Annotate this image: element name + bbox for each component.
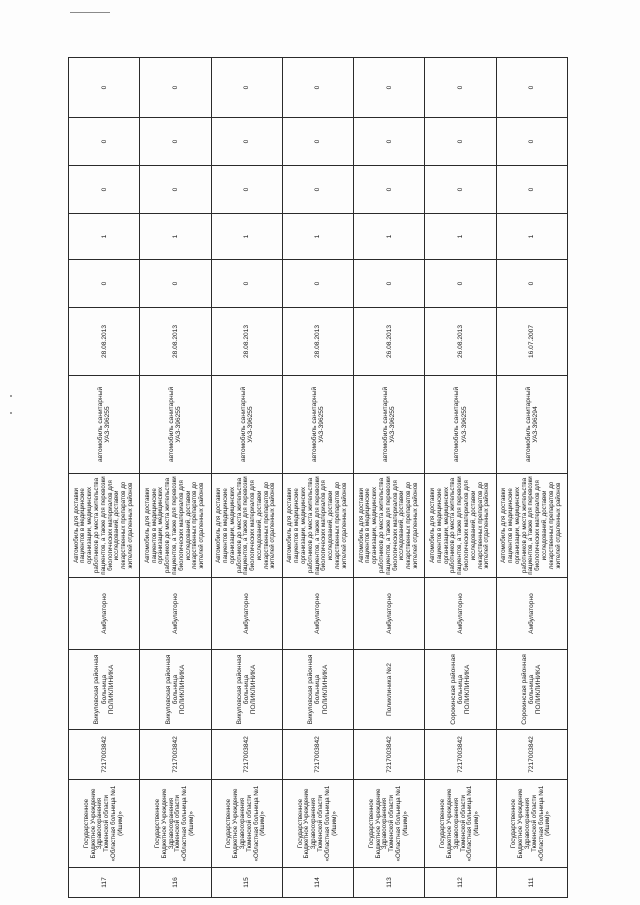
value-cell: 0 xyxy=(69,58,140,118)
institution-cell: Государственное Бюджетное Учреждение Здравоохранения Тюменской области «Областная больница №1 (Ишим)» xyxy=(354,780,425,868)
date-cell: 28.08.2013 xyxy=(211,308,282,376)
date-cell: 28.08.2013 xyxy=(69,308,140,376)
purpose-cell: Автомобиль для доставки пациентов в медицинские организации, медицинских работников до места жительства пациентов, а также для перевозки биологических материалов для исследований, доставки лекарственных препаратов до жителей отдаленных районов xyxy=(211,474,282,578)
care-type-cell: Амбулаторно xyxy=(425,578,496,650)
subdivision-cell: Поликлиника №2 xyxy=(354,650,425,730)
institution-cell: Государственное Бюджетное Учреждение Здравоохранения Тюменской области «Областная больница №1 (Ишим)» xyxy=(496,780,567,868)
value-cell: 0 xyxy=(140,260,211,308)
row-number: 116 xyxy=(140,868,211,898)
value-cell: 0 xyxy=(425,166,496,214)
table-row xyxy=(140,58,211,898)
table-row xyxy=(496,58,567,898)
subdivision-cell: Викуловская районная больница ПОЛИКЛИНИКА xyxy=(282,650,353,730)
table-row xyxy=(425,58,496,898)
value-cell: 0 xyxy=(282,58,353,118)
row-number: 117 xyxy=(69,868,140,898)
value-cell: 0 xyxy=(282,118,353,166)
institution-cell: Государственное Бюджетное Учреждение Здравоохранения Тюменской области «Областная больница №1 (Ишим)» xyxy=(140,780,211,868)
purpose-cell: Автомобиль для доставки пациентов в медицинские организации, медицинских работников до места жительства пациентов, а также для перевозки биологических материалов для исследований, доставки лекарственных препаратов до жителей отдаленных районов xyxy=(354,474,425,578)
value-cell: 0 xyxy=(496,118,567,166)
value-cell: 1 xyxy=(354,214,425,260)
care-type-cell: Амбулаторно xyxy=(282,578,353,650)
institution-cell: Государственное Бюджетное Учреждение Здравоохранения Тюменской области «Областная больница №1 (Ишим)» xyxy=(211,780,282,868)
value-cell: 0 xyxy=(140,58,211,118)
date-cell: 28.08.2013 xyxy=(282,308,353,376)
rotated-table-container xyxy=(68,58,568,898)
date-cell: 26.08.2013 xyxy=(354,308,425,376)
care-type-cell: Амбулаторно xyxy=(496,578,567,650)
row-number: 115 xyxy=(211,868,282,898)
purpose-cell: Автомобиль для доставки пациентов в медицинские организации, медицинских работников до места жительства пациентов, а также для перевозки биологических материалов для исследований, доставки лекарственных препаратов до жителей отдаленных районов xyxy=(496,474,567,578)
value-cell: 0 xyxy=(69,166,140,214)
value-cell: 0 xyxy=(496,58,567,118)
purpose-cell: Автомобиль для доставки пациентов в медицинские организации, медицинских работников до места жительства пациентов, а также для перевозки биологических материалов для исследований, доставки лекарственных препаратов до жителей отдаленных районов xyxy=(282,474,353,578)
care-type-cell: Амбулаторно xyxy=(211,578,282,650)
subdivision-cell: Викуловская районная больница ПОЛИКЛИНИКА xyxy=(140,650,211,730)
value-cell: 0 xyxy=(425,58,496,118)
purpose-cell: Автомобиль для доставки пациентов в медицинские организации, медицинских работников до места жительства пациентов, а также для перевозки биологических материалов для исследований, доставки лекарственных препаратов до жителей отдаленных районов xyxy=(140,474,211,578)
inn-cell: 7217003842 xyxy=(282,730,353,780)
vehicle-cell: автомобиль санитарный УАЗ-396255 xyxy=(282,376,353,474)
row-number: 111 xyxy=(496,868,567,898)
institution-cell: Государственное Бюджетное Учреждение Здравоохранения Тюменской области «Областная больница №1 (Ишим)» xyxy=(425,780,496,868)
table-body xyxy=(69,58,568,898)
value-cell: 0 xyxy=(211,58,282,118)
subdivision-cell: Викуловская районная больница ПОЛИКЛИНИКА xyxy=(69,650,140,730)
value-cell: 0 xyxy=(211,260,282,308)
value-cell: 0 xyxy=(282,166,353,214)
value-cell: 0 xyxy=(211,118,282,166)
inn-cell: 7217003842 xyxy=(140,730,211,780)
inn-cell: 7217003842 xyxy=(354,730,425,780)
value-cell: 0 xyxy=(496,260,567,308)
inn-cell: 7217003842 xyxy=(496,730,567,780)
care-type-cell: Амбулаторно xyxy=(354,578,425,650)
value-cell: 0 xyxy=(354,118,425,166)
table-row xyxy=(282,58,353,898)
value-cell: 0 xyxy=(354,58,425,118)
inn-cell: 7217003842 xyxy=(211,730,282,780)
value-cell: 0 xyxy=(211,166,282,214)
subdivision-cell: Сорокинская районная больница ПОЛИКЛИНИКА xyxy=(425,650,496,730)
care-type-cell: Амбулаторно xyxy=(140,578,211,650)
vehicle-cell: автомобиль санитарный УАЗ-396255 xyxy=(354,376,425,474)
row-number: 112 xyxy=(425,868,496,898)
value-cell: 0 xyxy=(69,118,140,166)
value-cell: 1 xyxy=(425,214,496,260)
value-cell: 0 xyxy=(282,260,353,308)
value-cell: 0 xyxy=(354,166,425,214)
scan-speck xyxy=(10,395,12,397)
value-cell: 0 xyxy=(354,260,425,308)
row-number: 113 xyxy=(354,868,425,898)
date-cell: 16.07.2007 xyxy=(496,308,567,376)
value-cell: 0 xyxy=(140,118,211,166)
value-cell: 1 xyxy=(282,214,353,260)
value-cell: 1 xyxy=(496,214,567,260)
institution-cell: Государственное Бюджетное Учреждение Здравоохранения Тюменской области «Областная больница №1 (Ишим)» xyxy=(282,780,353,868)
value-cell: 0 xyxy=(425,118,496,166)
table-row xyxy=(354,58,425,898)
subdivision-cell: Сорокинская районная больница ПОЛИКЛИНИКА xyxy=(496,650,567,730)
row-number: 114 xyxy=(282,868,353,898)
value-cell: 1 xyxy=(140,214,211,260)
vehicle-cell: автомобиль санитарный УАЗ-396294 xyxy=(496,376,567,474)
scan-speck xyxy=(10,412,12,414)
institution-cell: Государственное Бюджетное Учреждение Здравоохранения Тюменской области «Областная больница №1 (Ишим)» xyxy=(69,780,140,868)
vehicle-cell: автомобиль санитарный УАЗ-396255 xyxy=(211,376,282,474)
table-row xyxy=(211,58,282,898)
value-cell: 1 xyxy=(211,214,282,260)
date-cell: 26.08.2013 xyxy=(425,308,496,376)
date-cell: 28.08.2013 xyxy=(140,308,211,376)
table-row xyxy=(69,58,140,898)
value-cell: 0 xyxy=(69,260,140,308)
value-cell: 0 xyxy=(496,166,567,214)
vehicle-cell: автомобиль санитарный УАЗ-396255 xyxy=(140,376,211,474)
vehicle-cell: автомобиль санитарный УАЗ-396255 xyxy=(69,376,140,474)
vehicle-registry-table xyxy=(68,57,568,898)
inn-cell: 7217003842 xyxy=(425,730,496,780)
value-cell: 0 xyxy=(425,260,496,308)
subdivision-cell: Викуловская районная больница ПОЛИКЛИНИКА xyxy=(211,650,282,730)
vehicle-cell: автомобиль санитарный УАЗ-396255 xyxy=(425,376,496,474)
value-cell: 0 xyxy=(140,166,211,214)
inn-cell: 7217003842 xyxy=(69,730,140,780)
value-cell: 1 xyxy=(69,214,140,260)
care-type-cell: Амбулаторно xyxy=(69,578,140,650)
purpose-cell: Автомобиль для доставки пациентов в медицинские организации, медицинских работников до места жительства пациентов, а также для перевозки биологических материалов для исследований, доставки лекарственных препаратов до жителей отдаленных районов xyxy=(425,474,496,578)
purpose-cell: Автомобиль для доставки пациентов в медицинские организации, медицинских работников до места жительства пациентов, а также для перевозки биологических материалов для исследований, доставки лекарственных препаратов до жителей отдаленных районов xyxy=(69,474,140,578)
scan-mark xyxy=(70,12,110,13)
